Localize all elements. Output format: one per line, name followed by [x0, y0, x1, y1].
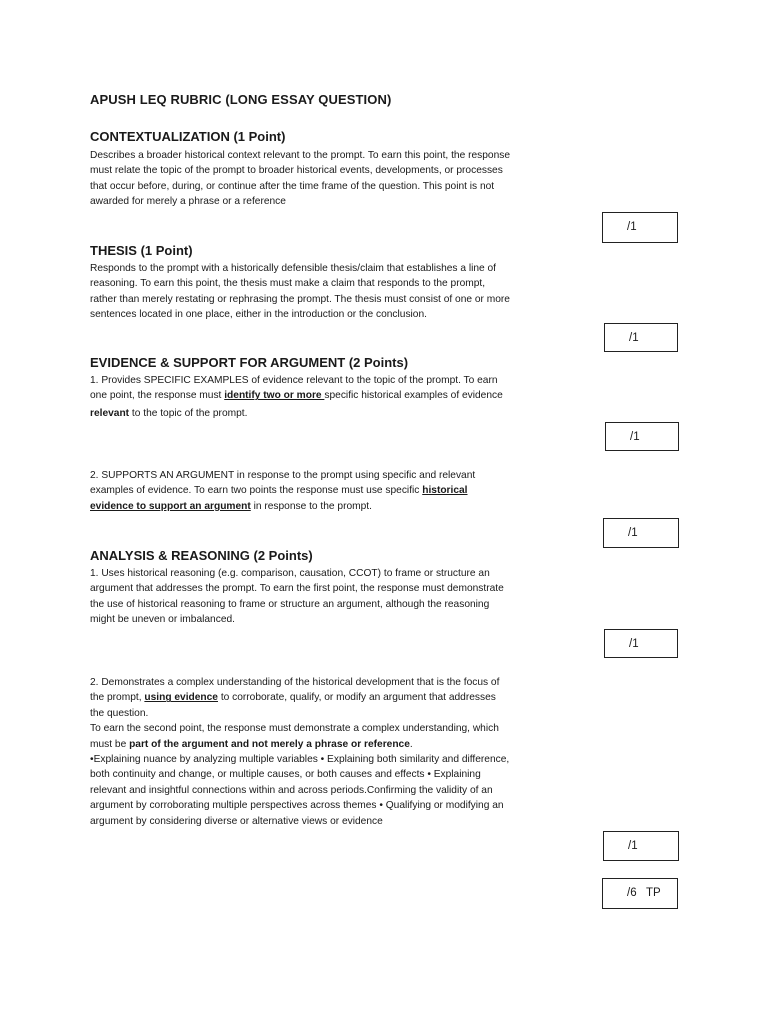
text-fragment: to the topic of the prompt. — [129, 407, 248, 419]
contextualization-heading: CONTEXTUALIZATION (1 Point) — [90, 129, 286, 144]
text-fragment: specific historical examples of evidence — [324, 390, 503, 402]
text-line: awarded for merely a phrase or a reference — [90, 196, 286, 208]
text-line: that occur before, during, or continue after the time frame of the question. This point is not — [90, 180, 495, 192]
text-line — [90, 406, 568, 421]
text-line: •Explaining nuance by analyzing multiple variables • Explaining both similarity and difference, — [90, 753, 510, 765]
evidence-heading: EVIDENCE & SUPPORT FOR ARGUMENT (2 Points) — [90, 355, 409, 370]
score-label: /1 — [628, 527, 638, 539]
contextualization-text — [90, 148, 568, 210]
emphasis-text: relevant — [90, 407, 130, 419]
text-line: 1. Provides SPECIFIC EXAMPLES of evidence relevant to the topic of the prompt. To earn — [90, 375, 498, 386]
text-line: relevant and insightful connections within and across periods.Confirming the validity of an — [90, 784, 493, 796]
page-title: APUSH LEQ RUBRIC (LONG ESSAY QUESTION) — [90, 92, 392, 107]
thesis-score-box[interactable] — [604, 323, 678, 352]
text-line: the use of historical reasoning to frame or structure an argument, although the reasoning — [90, 598, 490, 610]
text-fragment: examples of evidence. To earn two points the response must use specific — [90, 485, 423, 497]
text-fragment: in response to the prompt. — [250, 500, 372, 512]
text-line: Describes a broader historical context relevant to the prompt. To earn this point, the response — [90, 150, 510, 161]
text-line: must relate the topic of the prompt to broader historical events, developments, or processes — [90, 165, 503, 177]
text-line: To earn the second point, the response must demonstrate a complex understanding, which — [90, 723, 499, 735]
emphasis-text: identify two or more — [224, 390, 325, 402]
analysis-point-2-text — [90, 675, 568, 829]
text-line — [90, 499, 568, 514]
text-fragment: . — [409, 738, 413, 750]
text-line: the question. — [90, 707, 149, 719]
emphasis-text: part of the argument and not merely a phrase or reference — [129, 738, 410, 750]
analysis-point-2-score-box[interactable] — [603, 831, 679, 861]
text-line: argument by corroborating multiple perspectives across themes • Qualifying or modifying an — [90, 800, 504, 812]
text-line: might be uneven or imbalanced. — [90, 614, 235, 626]
evidence-point-2-text — [90, 468, 568, 514]
evidence-point-1-score-box[interactable] — [605, 422, 679, 451]
text-line: sentences located in one place, either in the introduction or the conclusion. — [90, 309, 427, 321]
emphasis-text: historical — [422, 485, 468, 497]
score-label: /1 — [629, 332, 639, 344]
text-line — [90, 483, 568, 498]
evidence-point-1-text — [90, 373, 568, 421]
text-fragment: one point, the response must — [90, 390, 225, 402]
thesis-text — [90, 261, 568, 323]
analysis-point-1-text — [90, 566, 568, 628]
text-line: reasoning. To earn this point, the thesis must make a claim that responds to the prompt, — [90, 278, 486, 290]
emphasis-text: using evidence — [144, 692, 218, 704]
text-line: both continuity and change, or multiple causes, or both causes and effects • Explaining — [90, 769, 481, 781]
text-line — [90, 690, 568, 705]
text-fragment: the prompt, — [90, 692, 145, 704]
text-fragment: to corroborate, qualify, or modify an argument that addresses — [217, 692, 496, 704]
text-line: argument that addresses the prompt. To earn the first point, the response must demonstrate — [90, 583, 504, 595]
score-label: /1 — [627, 221, 637, 233]
text-line: 2. Demonstrates a complex understanding of the historical development that is the focus of — [90, 677, 500, 688]
thesis-heading: THESIS (1 Point) — [90, 243, 193, 258]
text-line: 2. SUPPORTS AN ARGUMENT in response to the prompt using specific and relevant — [90, 470, 476, 481]
text-line: rather than merely restating or rephrasing the prompt. The thesis must consist of one or more — [90, 293, 510, 305]
text-line: argument by considering diverse or alternative views or evidence — [90, 815, 383, 827]
text-line: Responds to the prompt with a historically defensible thesis/claim that establishes a line of — [90, 263, 497, 274]
contextualization-score-box[interactable] — [602, 212, 678, 243]
emphasis-text: evidence to support an argument — [90, 500, 251, 512]
text-line: 1. Uses historical reasoning (e.g. comparison, causation, CCOT) to frame or structure an — [90, 568, 490, 579]
text-fragment: must be — [90, 738, 130, 750]
score-label: /1 — [629, 638, 639, 650]
score-label: /1 — [628, 840, 638, 852]
analysis-heading: ANALYSIS & REASONING (2 Points) — [90, 548, 313, 563]
score-label: /1 — [630, 431, 640, 443]
text-line — [90, 388, 568, 403]
text-line — [90, 737, 568, 752]
evidence-point-2-score-box[interactable] — [603, 518, 679, 548]
total-score-box[interactable] — [602, 878, 678, 909]
analysis-point-1-score-box[interactable] — [604, 629, 678, 658]
total-score-label: /6 TP — [627, 887, 661, 899]
